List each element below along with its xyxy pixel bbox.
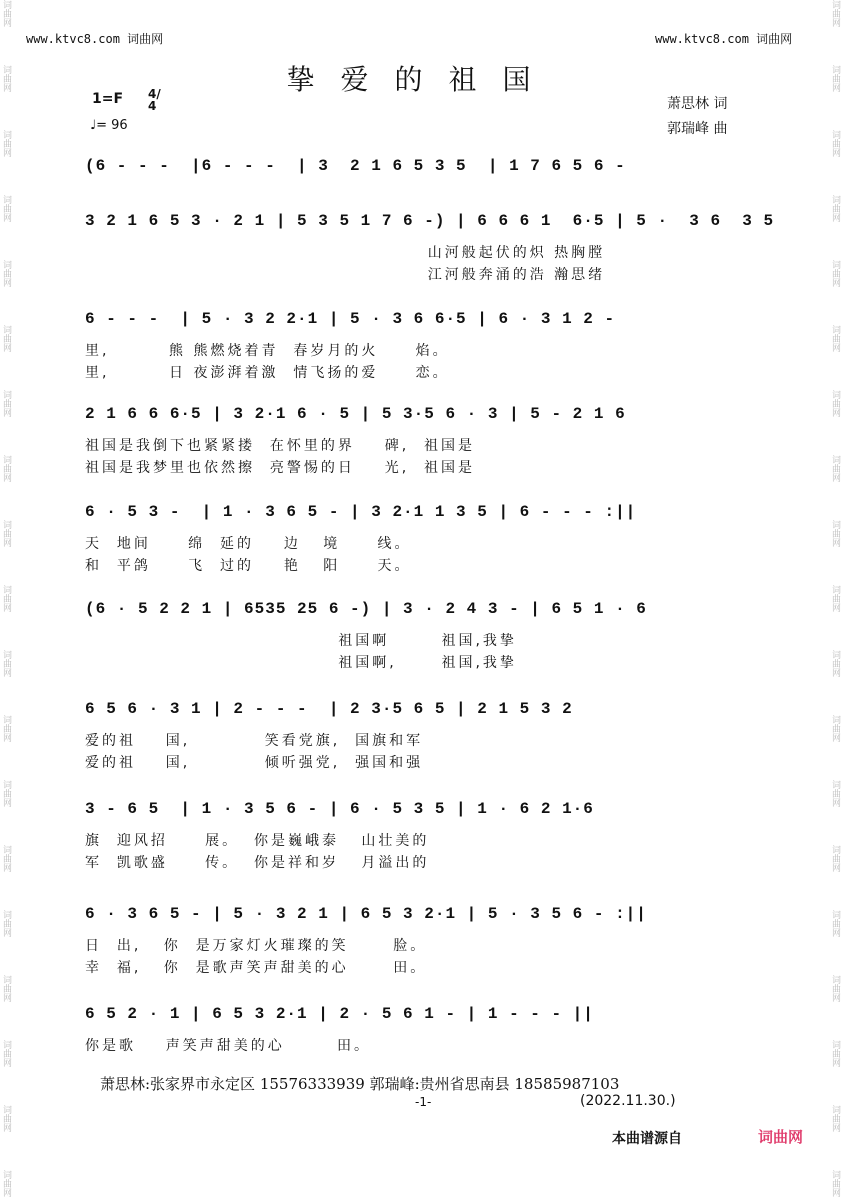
watermark-text: 词曲网 bbox=[830, 780, 840, 807]
score-line bbox=[85, 905, 760, 1005]
watermark-text: 词曲网 bbox=[830, 260, 840, 287]
watermark-text: 词曲网 bbox=[830, 585, 840, 612]
watermark-text: 词曲网 bbox=[830, 845, 840, 872]
watermark-text: 词曲网 bbox=[830, 195, 840, 222]
time-signature: 4/4 bbox=[148, 87, 161, 113]
watermark-text: 词曲网 bbox=[830, 325, 840, 352]
score-line bbox=[85, 212, 775, 312]
watermark-text: 词曲网 bbox=[830, 0, 840, 27]
watermark-text: 词曲网 bbox=[1, 0, 11, 27]
lyric-line-1: 日 出, 你 是万家灯火璀璨的笑 脸。 bbox=[85, 938, 428, 954]
lyric-line-2: 里, 日 夜澎湃着激 情飞扬的爱 恋。 bbox=[85, 365, 450, 381]
lyric-line-1: 祖国是我倒下也紧紧搂 在怀里的界 碑, 祖国是 bbox=[85, 438, 476, 454]
watermark-text: 词曲网 bbox=[1, 715, 11, 742]
watermark-text: 词曲网 bbox=[1, 325, 11, 352]
jianpu-notes: 6 · 3 6 5 - | 5 · 3 2 1 | 6 5 3 2·1 | 5 · 3 5 6 - :|| bbox=[85, 905, 647, 923]
score-line bbox=[85, 800, 760, 900]
watermark-text: 词曲网 bbox=[1, 390, 11, 417]
watermark-text: 词曲网 bbox=[1, 910, 11, 937]
watermark-text: 词曲网 bbox=[830, 650, 840, 677]
lyric-line-2: 江河般奔涌的浩 瀚思绪 bbox=[85, 267, 606, 283]
page-number: -1- bbox=[415, 1095, 432, 1109]
jianpu-notes: 3 2 1 6 5 3 · 2 1 | 5 3 5 1 7 6 -) | 6 6 6 1 6·5 | 5 · 3 6 3 5 bbox=[85, 212, 775, 230]
tempo-mark: ♩= 96 bbox=[90, 118, 128, 133]
lyric-line-1: 里, 熊 熊燃烧着青 春岁月的火 焰。 bbox=[85, 343, 450, 359]
watermark-text: 词曲网 bbox=[1, 1170, 11, 1197]
jianpu-notes: 2 1 6 6 6·5 | 3 2·1 6 · 5 | 5 3·5 6 · 3 | 5 - 2 1 6 bbox=[85, 405, 626, 423]
lyric-line-1: 爱的祖 国, 笑看党旗, 国旗和军 bbox=[85, 733, 424, 749]
watermark-left bbox=[0, 0, 14, 1197]
header-site-left[interactable]: www.ktvc8.com 词曲网 bbox=[26, 32, 164, 46]
watermark-text: 词曲网 bbox=[1, 845, 11, 872]
watermark-text: 词曲网 bbox=[1, 1105, 11, 1132]
score-line bbox=[85, 503, 760, 603]
watermark-text: 词曲网 bbox=[1, 260, 11, 287]
lyric-line-2: 祖国是我梦里也依然擦 亮警惕的日 光, 祖国是 bbox=[85, 460, 476, 476]
watermark-text: 词曲网 bbox=[830, 1170, 840, 1197]
lyric-line-2: 幸 福, 你 是歌声笑声甜美的心 田。 bbox=[85, 960, 428, 976]
watermark-text: 词曲网 bbox=[1, 65, 11, 92]
score-line bbox=[85, 310, 760, 410]
jianpu-notes: 6 5 6 · 3 1 | 2 - - - | 2 3·5 6 5 | 2 1 5 3 2 bbox=[85, 700, 573, 718]
lyric-line-2: 爱的祖 国, 倾听强党, 强国和强 bbox=[85, 755, 424, 771]
brand-logo[interactable]: 词曲网 bbox=[758, 1128, 804, 1146]
lyricist-credit: 萧思林 词 bbox=[667, 96, 728, 112]
lyric-line-2: 和 平鸽 飞 过的 艳 阳 天。 bbox=[85, 558, 412, 574]
composer-credit: 郭瑞峰 曲 bbox=[667, 121, 728, 137]
watermark-text: 词曲网 bbox=[830, 715, 840, 742]
watermark-text: 词曲网 bbox=[1, 195, 11, 222]
jianpu-notes: (6 - - - |6 - - - | 3 2 1 6 5 3 5 | 1 7 6 5 6 - bbox=[85, 157, 626, 175]
watermark-text: 词曲网 bbox=[1, 1040, 11, 1067]
lyric-line-1: 你是歌 声笑声甜美的心 田。 bbox=[85, 1038, 371, 1054]
lyric-line-1: 旗 迎风招 展。 你是巍峨泰 山壮美的 bbox=[85, 833, 430, 849]
watermark-text: 词曲网 bbox=[1, 650, 11, 677]
source-label: 本曲谱源自 bbox=[612, 1131, 682, 1147]
watermark-text: 词曲网 bbox=[1, 585, 11, 612]
watermark-right bbox=[829, 0, 843, 1197]
score-line bbox=[85, 700, 760, 800]
watermark-text: 词曲网 bbox=[830, 1040, 840, 1067]
watermark-text: 词曲网 bbox=[830, 910, 840, 937]
watermark-text: 词曲网 bbox=[830, 455, 840, 482]
watermark-text: 词曲网 bbox=[830, 975, 840, 1002]
watermark-text: 词曲网 bbox=[1, 780, 11, 807]
watermark-text: 词曲网 bbox=[1, 455, 11, 482]
jianpu-notes: 6 5 2 · 1 | 6 5 3 2·1 | 2 · 5 6 1 - | 1 - - - || bbox=[85, 1005, 594, 1023]
jianpu-notes: (6 · 5 2 2 1 | 6535 25 6 -) | 3 · 2 4 3 - | 6 5 1 · 6 bbox=[85, 600, 647, 618]
song-title: 挚爱的祖国 bbox=[286, 63, 557, 96]
score-line bbox=[85, 600, 760, 700]
lyric-line-1: 祖国啊 祖国,我挚 bbox=[85, 633, 517, 649]
jianpu-notes: 3 - 6 5 | 1 · 3 5 6 - | 6 · 5 3 5 | 1 · 6 2 1·6 bbox=[85, 800, 594, 818]
watermark-text: 词曲网 bbox=[830, 1105, 840, 1132]
watermark-text: 词曲网 bbox=[830, 130, 840, 157]
watermark-text: 词曲网 bbox=[830, 520, 840, 547]
watermark-text: 词曲网 bbox=[1, 975, 11, 1002]
lyric-line-1: 天 地间 绵 延的 边 境 线。 bbox=[85, 536, 412, 552]
jianpu-notes: 6 · 5 3 - | 1 · 3 6 5 - | 3 2·1 1 3 5 | 6 - - - :|| bbox=[85, 503, 637, 521]
watermark-text: 词曲网 bbox=[1, 520, 11, 547]
watermark-text: 词曲网 bbox=[830, 390, 840, 417]
header-site-right[interactable]: www.ktvc8.com 词曲网 bbox=[655, 32, 793, 46]
watermark-text: 词曲网 bbox=[830, 65, 840, 92]
score-line bbox=[85, 405, 760, 505]
contact-info: 萧思林:张家界市永定区 15576333939 郭瑞峰:贵州省思南县 18585987103 bbox=[100, 1075, 620, 1093]
watermark-text: 词曲网 bbox=[1, 130, 11, 157]
lyric-line-1: 山河般起伏的炽 热胸膛 bbox=[85, 245, 606, 261]
date: (2022.11.30.) bbox=[580, 1093, 676, 1109]
key-signature: 1=F bbox=[92, 91, 124, 107]
lyric-line-2: 祖国啊, 祖国,我挚 bbox=[85, 655, 517, 671]
lyric-line-2: 军 凯歌盛 传。 你是祥和岁 月溢出的 bbox=[85, 855, 430, 871]
jianpu-notes: 6 - - - | 5 · 3 2 2·1 | 5 · 3 6 6·5 | 6 · 3 1 2 - bbox=[85, 310, 616, 328]
